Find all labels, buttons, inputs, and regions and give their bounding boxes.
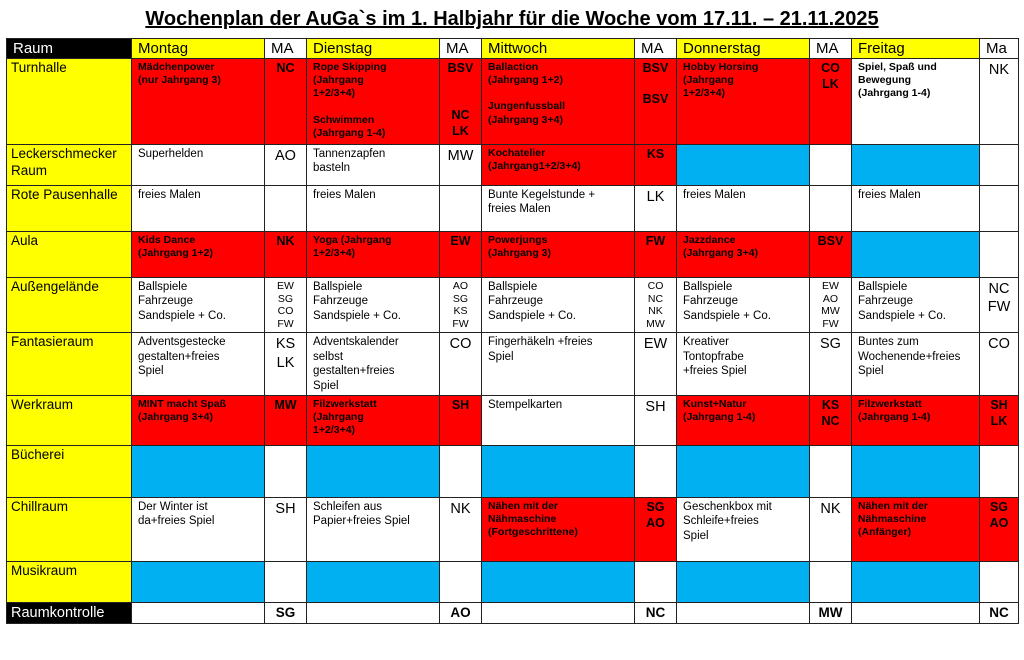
staff-cell-tuesday: AO SG KS FW <box>440 278 482 333</box>
activity-cell-wednesday: Ballspiele Fahrzeuge Sandspiele + Co. <box>482 278 635 333</box>
staff-cell-friday <box>980 561 1019 602</box>
day-header-thursday: Donnerstag <box>677 39 810 59</box>
staff-cell-wednesday: KS <box>635 145 677 186</box>
activity-cell-thursday: Geschenkbox mit Schleife+freies Spiel <box>677 497 810 561</box>
schedule-row <box>7 497 1019 561</box>
staff-cell-monday <box>265 445 307 497</box>
activity-cell-tuesday: Yoga (Jahrgang 1+2/3+4) <box>307 232 440 278</box>
staff-cell-tuesday: MW <box>440 145 482 186</box>
activity-cell-monday: MINT macht Spaß (Jahrgang 3+4) <box>132 395 265 445</box>
activity-cell-thursday <box>677 561 810 602</box>
staff-cell-friday <box>980 145 1019 186</box>
staff-cell-tuesday <box>440 186 482 232</box>
activity-cell-friday <box>852 145 980 186</box>
room-name: Rote Pausenhalle <box>7 186 132 232</box>
page-title: Wochenplan der AuGa`s im 1. Halbjahr für die Woche vom 17.11. – 21.11.2025 <box>145 8 879 30</box>
room-control-empty <box>677 602 810 623</box>
activity-cell-thursday: Kunst+Natur (Jahrgang 1-4) <box>677 395 810 445</box>
staff-cell-monday <box>265 186 307 232</box>
staff-cell-thursday <box>810 145 852 186</box>
activity-cell-friday <box>852 445 980 497</box>
staff-cell-monday: MW <box>265 395 307 445</box>
staff-cell-tuesday: EW <box>440 232 482 278</box>
room-name: Werkraum <box>7 395 132 445</box>
schedule-row <box>7 333 1019 396</box>
weekly-schedule-table <box>6 38 1019 624</box>
activity-cell-tuesday <box>307 445 440 497</box>
room-control-ma: MW <box>810 602 852 623</box>
staff-cell-friday <box>980 232 1019 278</box>
staff-cell-wednesday: EW <box>635 333 677 396</box>
staff-cell-thursday: BSV <box>810 232 852 278</box>
activity-cell-friday: Spiel, Spaß und Bewegung (Jahrgang 1-4) <box>852 59 980 145</box>
room-control-ma: SG <box>265 602 307 623</box>
schedule-row <box>7 59 1019 145</box>
staff-cell-monday: NK <box>265 232 307 278</box>
staff-cell-friday <box>980 445 1019 497</box>
activity-cell-tuesday: Tannenzapfen basteln <box>307 145 440 186</box>
activity-cell-friday <box>852 561 980 602</box>
activity-cell-tuesday: Adventskalender selbst gestalten+freies Spiel <box>307 333 440 396</box>
room-control-label: Raumkontrolle <box>7 602 132 623</box>
activity-cell-tuesday: Rope Skipping (Jahrgang 1+2/3+4) Schwimmen (Jahrgang 1-4) <box>307 59 440 145</box>
day-header-wednesday: Mittwoch <box>482 39 635 59</box>
activity-cell-wednesday: Fingerhäkeln +freies Spiel <box>482 333 635 396</box>
room-control-ma: NC <box>980 602 1019 623</box>
room-control-row <box>7 602 1019 623</box>
activity-cell-tuesday: Filzwerkstatt (Jahrgang 1+2/3+4) <box>307 395 440 445</box>
room-name: Musikraum <box>7 561 132 602</box>
room-name: Chillraum <box>7 497 132 561</box>
staff-cell-monday: SH <box>265 497 307 561</box>
staff-cell-friday: SG AO <box>980 497 1019 561</box>
staff-cell-monday: EW SG CO FW <box>265 278 307 333</box>
staff-cell-wednesday: FW <box>635 232 677 278</box>
activity-cell-monday <box>132 445 265 497</box>
staff-cell-monday <box>265 561 307 602</box>
room-control-empty <box>482 602 635 623</box>
activity-cell-friday <box>852 232 980 278</box>
activity-cell-friday: freies Malen <box>852 186 980 232</box>
activity-cell-thursday: Jazzdance (Jahrgang 3+4) <box>677 232 810 278</box>
room-name: Leckerschmecker Raum <box>7 145 132 186</box>
activity-cell-thursday <box>677 145 810 186</box>
activity-cell-wednesday: Ballaction (Jahrgang 1+2) Jungenfussball (Jahrgang 3+4) <box>482 59 635 145</box>
staff-cell-thursday: EW AO MW FW <box>810 278 852 333</box>
activity-cell-wednesday <box>482 445 635 497</box>
activity-cell-monday: Ballspiele Fahrzeuge Sandspiele + Co. <box>132 278 265 333</box>
activity-cell-thursday: Ballspiele Fahrzeuge Sandspiele + Co. <box>677 278 810 333</box>
activity-cell-tuesday: Schleifen aus Papier+freies Spiel <box>307 497 440 561</box>
staff-cell-tuesday: NK <box>440 497 482 561</box>
staff-cell-wednesday: CO NC NK MW <box>635 278 677 333</box>
activity-cell-friday: Filzwerkstatt (Jahrgang 1-4) <box>852 395 980 445</box>
staff-cell-thursday: CO LK <box>810 59 852 145</box>
staff-cell-friday: NC FW <box>980 278 1019 333</box>
staff-cell-thursday <box>810 561 852 602</box>
activity-cell-monday: freies Malen <box>132 186 265 232</box>
staff-cell-monday: NC <box>265 59 307 145</box>
activity-cell-tuesday: freies Malen <box>307 186 440 232</box>
staff-cell-thursday <box>810 445 852 497</box>
staff-cell-tuesday <box>440 445 482 497</box>
room-control-ma: AO <box>440 602 482 623</box>
staff-cell-wednesday: BSV BSV <box>635 59 677 145</box>
activity-cell-wednesday: Nähen mit der Nähmaschine (Fortgeschrittene) <box>482 497 635 561</box>
ma-header-thursday: MA <box>810 39 852 59</box>
ma-header-tuesday: MA <box>440 39 482 59</box>
ma-header-wednesday: MA <box>635 39 677 59</box>
staff-cell-monday: AO <box>265 145 307 186</box>
activity-cell-wednesday: Kochatelier (Jahrgang1+2/3+4) <box>482 145 635 186</box>
staff-cell-wednesday <box>635 561 677 602</box>
staff-cell-thursday <box>810 186 852 232</box>
activity-cell-monday: Der Winter ist da+freies Spiel <box>132 497 265 561</box>
staff-cell-thursday: KS NC <box>810 395 852 445</box>
staff-cell-friday: SH LK <box>980 395 1019 445</box>
staff-cell-wednesday: LK <box>635 186 677 232</box>
day-header-monday: Montag <box>132 39 265 59</box>
room-name: Fantasieraum <box>7 333 132 396</box>
room-name: Turnhalle <box>7 59 132 145</box>
day-header-tuesday: Dienstag <box>307 39 440 59</box>
activity-cell-wednesday <box>482 561 635 602</box>
activity-cell-thursday: Kreativer Tontopfrabe +freies Spiel <box>677 333 810 396</box>
activity-cell-friday: Nähen mit der Nähmaschine (Anfänger) <box>852 497 980 561</box>
room-control-empty <box>307 602 440 623</box>
activity-cell-monday: Kids Dance (Jahrgang 1+2) <box>132 232 265 278</box>
schedule-row <box>7 145 1019 186</box>
activity-cell-tuesday <box>307 561 440 602</box>
staff-cell-friday: NK <box>980 59 1019 145</box>
staff-cell-thursday: NK <box>810 497 852 561</box>
activity-cell-monday: Adventsgestecke gestalten+freies Spiel <box>132 333 265 396</box>
staff-cell-friday: CO <box>980 333 1019 396</box>
room-name: Außengelände <box>7 278 132 333</box>
staff-cell-wednesday: SG AO <box>635 497 677 561</box>
activity-cell-thursday: Hobby Horsing (Jahrgang 1+2/3+4) <box>677 59 810 145</box>
schedule-row <box>7 186 1019 232</box>
schedule-row <box>7 395 1019 445</box>
activity-cell-friday: Buntes zum Wochenende+freies Spiel <box>852 333 980 396</box>
room-control-empty <box>132 602 265 623</box>
activity-cell-thursday: freies Malen <box>677 186 810 232</box>
staff-cell-friday <box>980 186 1019 232</box>
ma-header-friday: Ma <box>980 39 1019 59</box>
activity-cell-friday: Ballspiele Fahrzeuge Sandspiele + Co. <box>852 278 980 333</box>
header-row <box>7 39 1019 59</box>
room-control-ma: NC <box>635 602 677 623</box>
room-column-header: Raum <box>7 39 132 59</box>
schedule-row <box>7 278 1019 333</box>
day-header-friday: Freitag <box>852 39 980 59</box>
room-name: Aula <box>7 232 132 278</box>
schedule-row <box>7 445 1019 497</box>
activity-cell-monday <box>132 561 265 602</box>
ma-header-monday: MA <box>265 39 307 59</box>
staff-cell-tuesday: CO <box>440 333 482 396</box>
staff-cell-wednesday <box>635 445 677 497</box>
activity-cell-monday: Superhelden <box>132 145 265 186</box>
staff-cell-tuesday: BSV NC LK <box>440 59 482 145</box>
schedule-row <box>7 232 1019 278</box>
activity-cell-thursday <box>677 445 810 497</box>
room-name: Bücherei <box>7 445 132 497</box>
staff-cell-monday: KS LK <box>265 333 307 396</box>
staff-cell-thursday: SG <box>810 333 852 396</box>
activity-cell-monday: Mädchenpower (nur Jahrgang 3) <box>132 59 265 145</box>
activity-cell-tuesday: Ballspiele Fahrzeuge Sandspiele + Co. <box>307 278 440 333</box>
staff-cell-tuesday <box>440 561 482 602</box>
staff-cell-tuesday: SH <box>440 395 482 445</box>
activity-cell-wednesday: Stempelkarten <box>482 395 635 445</box>
staff-cell-wednesday: SH <box>635 395 677 445</box>
room-control-empty <box>852 602 980 623</box>
activity-cell-wednesday: Bunte Kegelstunde + freies Malen <box>482 186 635 232</box>
schedule-row <box>7 561 1019 602</box>
activity-cell-wednesday: Powerjungs (Jahrgang 3) <box>482 232 635 278</box>
